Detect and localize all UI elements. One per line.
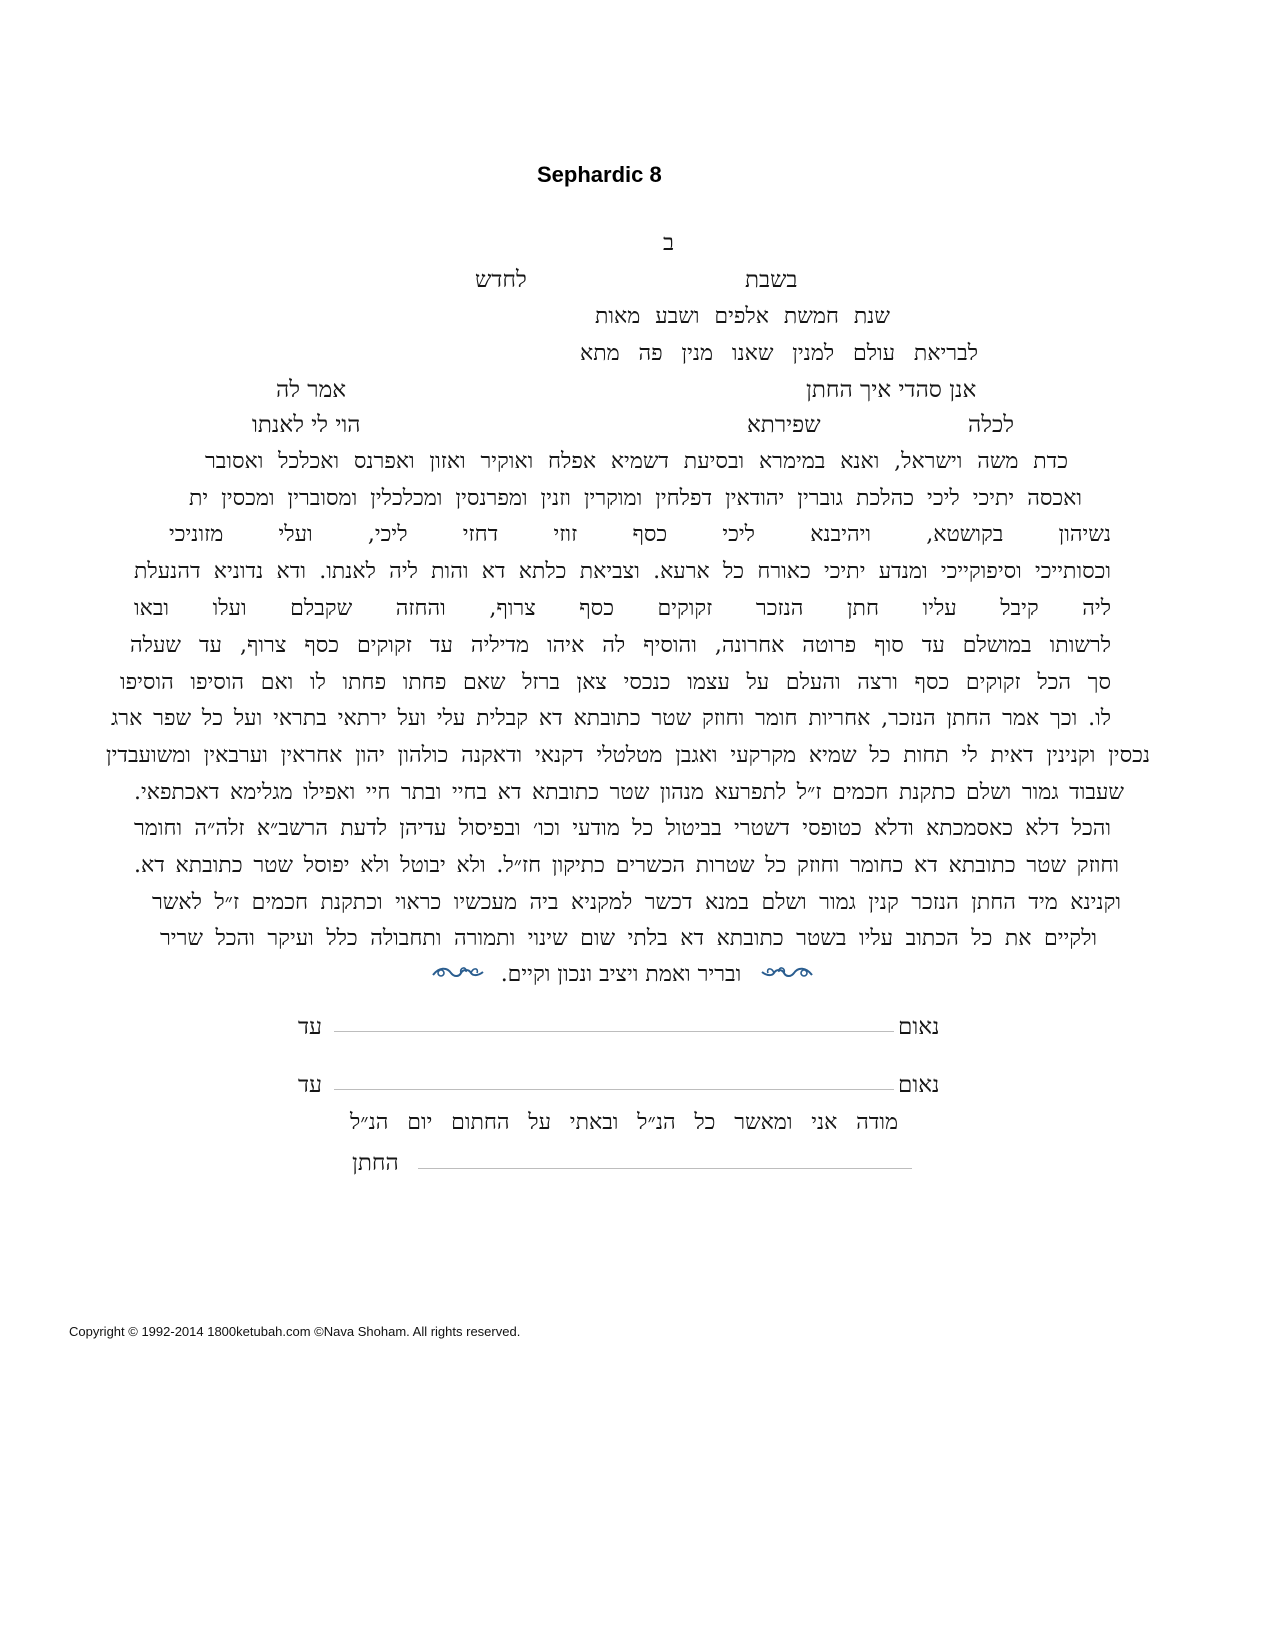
body-line: ולקיים את כל הכתוב עליו בשטר כתובתא דא בלתי שום שינוי ותמורה ותחבולה כלל ועיקר והכל שריר bbox=[160, 926, 1097, 951]
witness-signature-line[interactable] bbox=[334, 1089, 894, 1090]
witness-signed-label: נאום bbox=[898, 1014, 940, 1040]
body-line bbox=[134, 598, 1111, 620]
bride-label: לכלה bbox=[968, 412, 1014, 438]
body-line: ואכסה יתיכי ליכי כהלכת גוברין יהודאין דפלחין ומוקרין וזנין ומפרנסין ומכלכלין ומסוברין ומכסין ית bbox=[189, 486, 1082, 511]
copyright-notice: Copyright © 1992-2014 1800ketubah.com ©Nava Shoham. All rights reserved. bbox=[69, 1324, 521, 1339]
month-word: לחדש bbox=[475, 267, 527, 293]
body-line-segment: זקוקים כסף ורצה והעלם על עצמו כנכסי צאן ברזל שאם פחתו פחתו לו ואם הוסיפו הוסיפו bbox=[120, 670, 1021, 695]
groom-said-phrase: אמר לה bbox=[276, 377, 347, 403]
body-line-segment: זקוקים כסף צרוף, והחזה שקבלם ועלו ובאו bbox=[134, 596, 713, 621]
be-wife-phrase: הוי לי לאנתו bbox=[252, 412, 361, 438]
closing-line: ובריר ואמת ויציב ונכון וקיים. bbox=[500, 962, 742, 987]
flourish-left-icon bbox=[431, 963, 485, 983]
body-line: כדת משה וישראל, ואנא במימרא ובסיעת דשמיא אפלח ואוקיר ואזון ואפרנס ואכלכל ואסובר bbox=[205, 449, 1068, 474]
body-line-segment: כסף זוזי bbox=[553, 522, 668, 547]
body-line bbox=[130, 635, 1111, 657]
body-line-segment: דחזי ליכי, ועלי מזוניכי bbox=[169, 522, 499, 547]
flourish-right-icon bbox=[760, 963, 814, 983]
body-line bbox=[120, 672, 1111, 694]
body-line-segment: לרשותו במושלם עד סוף פרוטה אחרונה, והוסיף לה איהו מדיליה עד bbox=[429, 633, 1112, 658]
body-line: שעבוד גמור ושלם כתקנת חכמים ז״ל לתפרעא מנהון שטר כתובתא דא בחיי ובתר חיי ואפילו מגלימא דאכתפאי. bbox=[134, 780, 1124, 805]
body-line-segment: סך הכל bbox=[1037, 670, 1111, 695]
body-line-segment: נשיהון בקושטא, ויהיבנא ליכי bbox=[722, 522, 1111, 547]
body-line bbox=[169, 524, 1111, 546]
witness-signature-line[interactable] bbox=[334, 1031, 894, 1032]
year-line-1: שנת חמשת אלפים ושבע מאות bbox=[595, 304, 890, 329]
header-letter: ב bbox=[663, 230, 675, 256]
body-line-segment: ליה bbox=[1082, 596, 1111, 621]
witness-role-label: עד bbox=[298, 1072, 323, 1098]
groom-label: החתן bbox=[352, 1150, 399, 1176]
groom-signature-line[interactable] bbox=[418, 1168, 912, 1169]
body-line-segment: זקוקים כסף צרוף, עד שעלה bbox=[130, 633, 412, 658]
body-line: וחוזק שטר כתובתא דא כחומר וחוזק כל שטרות הכשרים כתיקון חז״ל. ולא יבוטל ולא יפוסל שטר כתובתא דא. bbox=[134, 853, 1119, 878]
day-word: בשבת bbox=[745, 267, 798, 293]
beautiful-word: שפירתא bbox=[747, 412, 821, 438]
body-line: נכסין וקנינין דאית לי תחות כל שמיא מקרקעי ואגבן מטלטלי דקנאי ודאקנה כולהון יהון אחראין וערבאין ומשועבדין bbox=[106, 743, 1150, 768]
body-line: לו. וכך אמר החתן הנזכר, אחריות חומר וחוזק שטר כתובתא דא קבלית עלי ועל ירתאי בתראי ועל כל שפר ארג bbox=[111, 706, 1111, 731]
body-line: וכסותייכי וסיפוקייכי ומנדע יתיכי כאורח כל ארעא. וצביאת כלתא דא והות ליה לאנתו. ודא נדוניא דהנעלת bbox=[134, 559, 1111, 584]
year-line-2: לבריאת עולם למנין שאנו מנין פה מתא bbox=[580, 341, 978, 366]
document-title: Sephardic 8 bbox=[537, 162, 662, 187]
body-line-segment: קיבל עליו חתן הנזכר bbox=[755, 596, 1039, 621]
groom-witness-phrase: אנן סהדי איך החתן bbox=[806, 377, 977, 403]
groom-acknowledgement: מודה אני ומאשר כל הנ״ל ובאתי על החתום יום הנ״ל bbox=[350, 1110, 898, 1135]
witness-role-label: עד bbox=[298, 1014, 323, 1040]
body-line: והכל דלא כאסמכתא ודלא כטופסי דשטרי בביטול כל מודעי וכו׳ ובפיסול עדיהן לדעת הרשב״א זלה״ה וחומר bbox=[134, 816, 1111, 841]
witness-signed-label: נאום bbox=[898, 1072, 940, 1098]
body-line: וקנינא מיד החתן הנזכר קנין גמור ושלם במנא דכשר למקניא ביה מעכשיו כראוי וכתקנת חכמים ז״ל לאשר bbox=[152, 890, 1121, 915]
